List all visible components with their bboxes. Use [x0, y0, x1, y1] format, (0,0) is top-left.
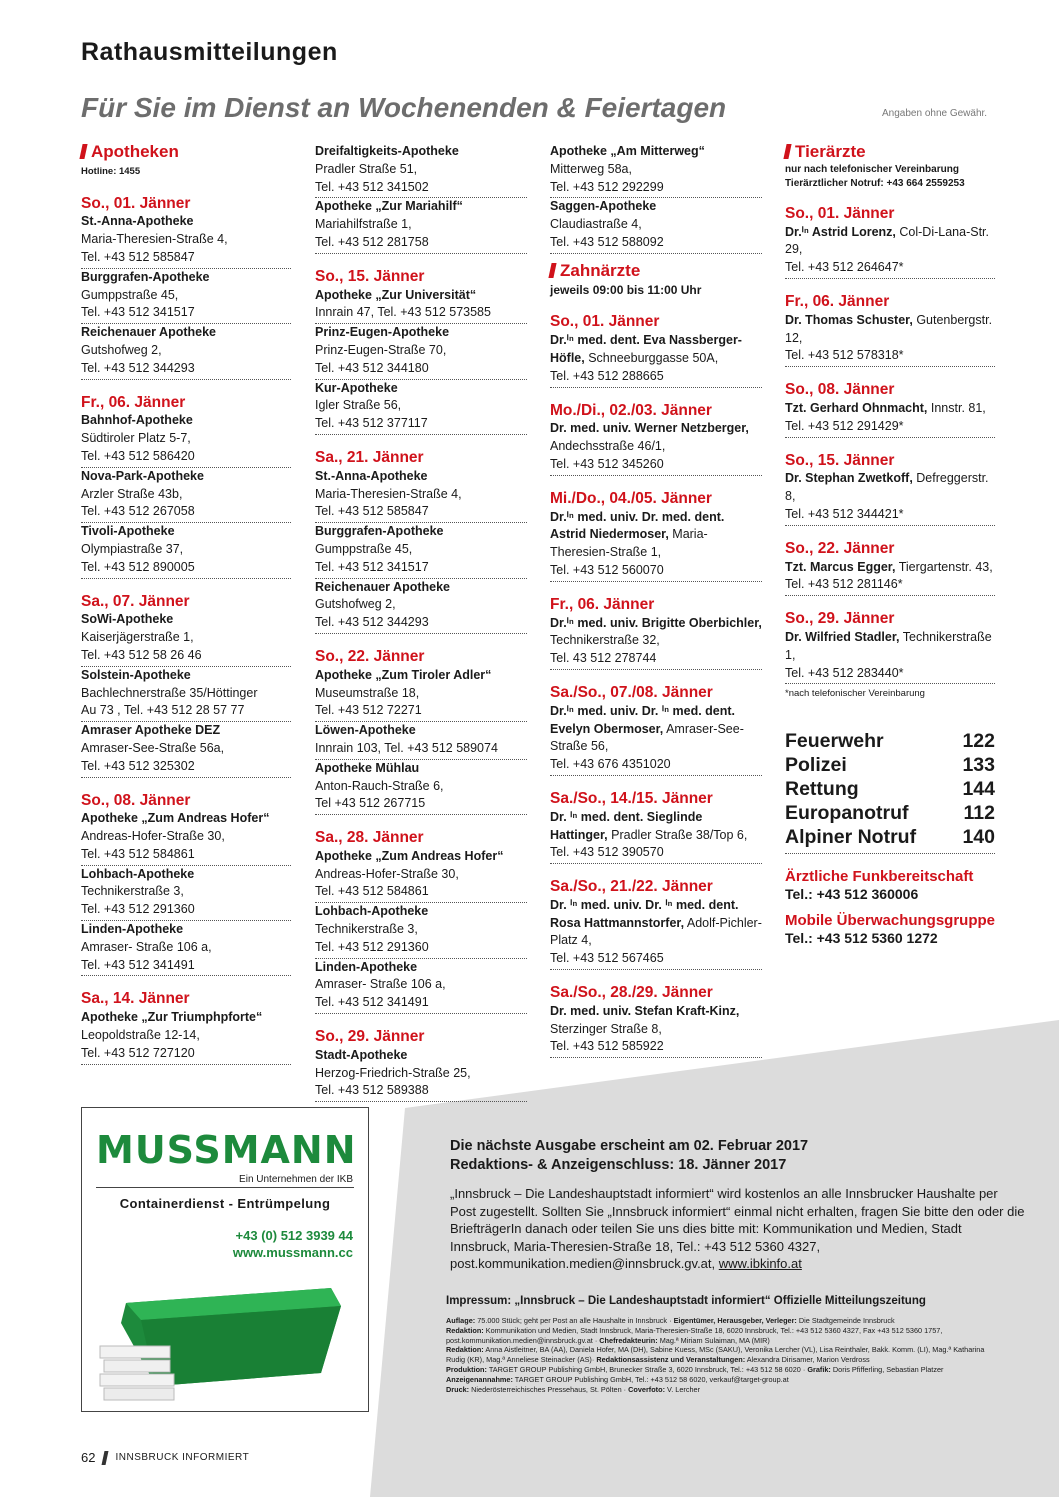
next-issue-info: [450, 1137, 1025, 1273]
doctor-tel: Tel. +43 512 390570: [550, 845, 664, 860]
doctor-entry: [785, 629, 995, 684]
doctor-address: Amraser-See-Straße 56,: [550, 721, 744, 754]
pharmacy-address: Olympiastraße 37,: [81, 541, 184, 556]
impressum: [446, 1294, 998, 1394]
mussmann-advertisement[interactable]: [81, 1107, 369, 1412]
pharmacy-tel: Tel. +43 512 377117: [315, 416, 428, 431]
doctor-address: Technikerstraße 1,: [785, 629, 992, 662]
next-issue-date: Die nächste Ausgabe erscheint am 02. Februar 2017: [450, 1138, 809, 1154]
pharmacy-entry: [315, 722, 527, 760]
date-heading: So., 01. Jänner: [785, 204, 895, 222]
pharmacy-entry: [81, 213, 291, 268]
emergency-row: Alpiner Notruf 140: [785, 826, 995, 849]
pharmacy-tel: Tel. +43 512 58 26 46: [81, 647, 202, 662]
service-tel: Tel.: +43 512 360006: [785, 885, 919, 902]
impressum-label: Druck:: [446, 1384, 470, 1394]
pharmacy-tel: Tel. +43 512 344293: [81, 360, 195, 375]
pharmacy-column-1: [81, 143, 291, 1065]
doctor-address: Technikerstraße 32,: [550, 633, 660, 648]
page-subtitle: Für Sie im Dienst an Wochenenden & Feiertagen: [81, 92, 727, 123]
date-heading: So., 08. Jänner: [81, 791, 191, 809]
date-heading: Fr., 06. Jänner: [81, 393, 186, 411]
pharmacy-address: Prinz-Eugen-Straße 70,: [315, 342, 447, 357]
section-mark-icon: [548, 263, 556, 278]
doctor-tel: Tel. +43 512 281146*: [785, 577, 903, 592]
pharmacy-tel: Tel. +43 512 727120: [81, 1045, 195, 1060]
pharmacy-address: Pradler Straße 51,: [315, 161, 418, 176]
pharmacy-name: Kur-Apotheke: [315, 380, 398, 395]
pharmacy-name: Bahnhof-Apotheke: [81, 413, 193, 428]
doctor-entry: [785, 312, 995, 367]
pharmacy-name: Tivoli-Apotheke: [81, 524, 175, 539]
pharmacy-name: Linden-Apotheke: [315, 959, 418, 974]
impressum-text: TARGET GROUP Publishing GmbH, Tel.: +43 512 58 6020, verkauf@target-group.at: [512, 1374, 789, 1384]
pharmacy-entry: [81, 866, 291, 921]
pharmacy-address: Maria-Theresien-Straße 4,: [81, 232, 228, 247]
pharmacy-tel: Tel. +43 512 341502: [315, 179, 429, 194]
pharmacy-tel: Tel. +43 512 291360: [81, 902, 195, 917]
pharmacy-entry: [81, 667, 291, 722]
pharmacy-address: Kaiserjägerstraße 1,: [81, 630, 194, 645]
date-heading: So., 22. Jänner: [315, 647, 425, 665]
mussmann-logo: MUSSMANN: [96, 1128, 357, 1172]
pharmacy-entry: [550, 198, 762, 253]
disclaimer: Angaben ohne Gewähr.: [882, 108, 988, 119]
doctor-tel: Tel. +43 512 560070: [550, 562, 664, 577]
doctor-name: Dr. ⁱⁿ med. univ. Dr. ⁱⁿ med. dent. Rosa Hattmannstorfer,: [550, 897, 739, 930]
pharmacy-tel: Tel. +43 512 344293: [315, 615, 429, 630]
service-title: Ärztliche Funkbereitschaft: [785, 868, 974, 886]
pharmacy-address: Technikerstraße 3,: [315, 922, 418, 937]
pharmacy-address: Gumppstraße 45,: [81, 287, 179, 302]
doctor-tel: Tel. 43 512 278744: [550, 651, 657, 666]
pharmacy-entry: [81, 412, 291, 467]
page-title: Rathausmitteilungen: [81, 38, 338, 66]
pharmacy-name: Apotheke „Zum Tiroler Adler“: [315, 667, 492, 682]
pharmacy-address: Mariahilfstraße 1,: [315, 217, 412, 232]
pharmacy-tel: Tel. +43 512 341491: [315, 995, 429, 1010]
pharmacy-entry: [315, 198, 527, 253]
doctor-name: Dr.ⁱⁿ med. univ. Dr. ⁱⁿ med. dent. Evelyn Obermoser,: [550, 703, 736, 736]
pharmacy-address: Gutshofweg 2,: [81, 342, 162, 357]
doctor-entry: [550, 509, 762, 582]
impressum-line: [446, 1345, 998, 1365]
pharmacy-entry: [315, 760, 527, 815]
doctor-name: Tzt. Marcus Egger,: [785, 559, 896, 574]
pharmacy-column-2: [315, 143, 527, 1102]
impressum-text: Mag.ª Miriam Sulaiman, MA (MIR): [657, 1335, 770, 1345]
pharmacy-tel: Tel. +43 512 589388: [315, 1083, 429, 1098]
pharmacy-entry: [315, 667, 527, 722]
doctor-name: Dr. Stephan Zwetkoff,: [785, 471, 913, 486]
impressum-line: [446, 1385, 998, 1395]
doctor-entry: [785, 400, 995, 438]
col2-days: [315, 268, 527, 1102]
section-mark-icon: [783, 144, 791, 159]
pharmacy-name: Apotheke „Zum Andreas Hofer“: [81, 811, 270, 826]
pharmacy-address: Leopoldstraße 12-14,: [81, 1028, 200, 1043]
pharmacy-entry: [81, 324, 291, 379]
pharmacy-name: St.-Anna-Apotheke: [315, 468, 428, 483]
doctor-address: Sterzinger Straße 8,: [550, 1021, 662, 1036]
pharmacy-entry: [81, 611, 291, 666]
doctor-tel: Tel. +43 512 345260: [550, 456, 664, 471]
doctor-address: Pradler Straße 38/Top 6,: [611, 827, 748, 842]
emergency-numbers: [785, 729, 995, 854]
pharmacy-address: Maria-Theresien-Straße 4,: [315, 486, 462, 501]
pharmacy-address: Gumppstraße 45,: [315, 541, 413, 556]
column-3: [550, 143, 762, 1058]
pharmacy-name: Burggrafen-Apotheke: [81, 269, 210, 284]
pharmacy-entry: [315, 324, 527, 379]
doctor-tel: Tel. +43 512 344421*: [785, 506, 904, 521]
info-body: „Innsbruck – Die Landeshauptstadt informiert“ wird kostenlos an alle Innsbrucker Haushalte per Post zugestellt. Sollten Sie „Innsbruck informiert“ einmal nicht erhalten, fragen Sie bitte den oder die BriefträgerIn danach oder teilen Sie uns dies bitte mit: Kommunikation und Medien, Stadt Innsbruck, Maria-Theresien-Straße 18, Tel.: +43 512 5360 4327, post.kommunikation.medien@innsbruck.gv.at, www.ibkinfo.at: [450, 1186, 1025, 1271]
impressum-label: Auflage:: [446, 1316, 476, 1325]
date-heading: So., 15. Jänner: [315, 267, 425, 285]
emergency-row: Europanotruf 112: [785, 802, 995, 825]
vets-subline-2: Tierärztlicher Notruf: +43 664 2559253: [785, 177, 965, 189]
pharmacy-entry: [315, 903, 527, 958]
doctor-entry: [550, 897, 762, 970]
doctor-address: Col-Di-Lana-Str. 29,: [785, 224, 990, 257]
doctor-address: Gutenbergstr. 12,: [785, 312, 993, 345]
doctor-address: Defreggerstr. 8,: [785, 471, 989, 504]
pharmacy-tel: Tel. +43 512 267058: [81, 504, 195, 519]
column-4: [785, 143, 995, 947]
doctor-entry: [550, 615, 762, 670]
pharmacy-address: Mitterweg 58a,: [550, 161, 632, 176]
pharmacy-address: Igler Straße 56,: [315, 398, 402, 413]
ad-service: Containerdienst - Entrümpelung: [119, 1196, 331, 1211]
pharmacy-tel: Tel. +43 512 325302: [81, 758, 195, 773]
date-heading: Mo./Di., 02./03. Jänner: [550, 401, 712, 419]
doctor-address: Adolf-Pichler-Platz 4,: [550, 915, 762, 948]
pharmacy-entry: [81, 722, 291, 777]
doctor-entry: [785, 470, 995, 525]
doctor-name: Dr. Thomas Schuster,: [785, 312, 913, 327]
pharmacy-tel: Tel. +43 512 588092: [550, 234, 664, 249]
pharmacy-tel: Innrain 47, Tel. +43 512 573585: [315, 305, 491, 320]
doctor-entry: [785, 559, 995, 597]
page-footer: [81, 1450, 249, 1465]
doctor-tel: Tel. +43 512 585922: [550, 1039, 664, 1054]
footer-label: INNSBRUCK INFORMIERT: [115, 1452, 250, 1463]
pharmacy-name: Burggrafen-Apotheke: [315, 524, 444, 539]
impressum-label: Coverfoto:: [628, 1384, 665, 1394]
date-heading: So., 29. Jänner: [315, 1028, 425, 1046]
pharmacy-tel: Tel. +43 512 292299: [550, 179, 664, 194]
vets-subline-1: nur nach telefonischer Vereinbarung: [785, 163, 959, 175]
impressum-text: 75.000 Stück; geht per Post an alle Haushalte in Innsbruck ·: [475, 1316, 674, 1325]
doctor-tel: Tel. +43 512 567465: [550, 951, 664, 966]
page-number: 62: [81, 1450, 96, 1465]
pharmacy-entry: [81, 269, 291, 324]
pharmacy-address: Claudiastraße 4,: [550, 217, 642, 232]
doctor-name: Dr. ⁱⁿ med. dent. Sieglinde Hattinger,: [550, 809, 703, 842]
impressum-label: Chefredakteurin:: [599, 1335, 658, 1345]
pharmacy-address: Andreas-Hofer-Straße 30,: [315, 866, 459, 881]
pharmacy-hotline: Hotline: 1455: [81, 165, 141, 177]
pharmacy-tel: Tel. +43 512 586420: [81, 448, 195, 463]
pharmacy-tel: Tel. +43 512 344180: [315, 360, 429, 375]
impressum-line: [446, 1365, 998, 1375]
impressum-label: Anzeigenannahme:: [446, 1374, 513, 1384]
service-title: Mobile Überwachungsgruppe: [785, 911, 996, 929]
doctor-name: Dr. med. univ. Stefan Kraft-Kinz,: [550, 1003, 740, 1018]
impressum-line: [446, 1375, 998, 1385]
pharmacy-address: Herzog-Friedrich-Straße 25,: [315, 1065, 471, 1080]
doctor-tel: Tel. +43 512 264647*: [785, 260, 904, 275]
doctor-name: Dr.ⁱⁿ Astrid Lorenz,: [785, 224, 896, 239]
vet-days: [785, 205, 995, 685]
pharmacy-address: Andreas-Hofer-Straße 30,: [81, 829, 225, 844]
pharmacy-name: Linden-Apotheke: [81, 922, 184, 937]
pharmacy-entry: [315, 468, 527, 523]
footer-mark-icon: [102, 1451, 109, 1465]
date-heading: So., 15. Jänner: [785, 451, 895, 469]
pharmacy-tel: Tel. +43 512 890005: [81, 559, 195, 574]
doctor-entry: [550, 703, 762, 776]
doctor-name: Dr. Wilfried Stadler,: [785, 629, 900, 644]
pharmacy-name: St.-Anna-Apotheke: [81, 214, 194, 229]
ad-phone: +43 (0) 512 3939 44: [235, 1228, 353, 1243]
date-heading: So., 22. Jänner: [785, 539, 895, 557]
date-heading: Sa./So., 28./29. Jänner: [550, 984, 713, 1002]
impressum-text: V. Lercher: [665, 1384, 701, 1394]
pharmacy-entry: [315, 380, 527, 435]
pharmacy-name: Apotheke „Zur Mariahilf“: [315, 199, 463, 214]
date-heading: So., 29. Jänner: [785, 610, 895, 628]
pharmacy-tel: Tel. +43 512 341517: [315, 559, 429, 574]
pharmacy-tel: Tel. +43 512 341491: [81, 957, 195, 972]
pharmacy-address: Amraser- Straße 106 a,: [81, 939, 212, 954]
date-heading: Sa., 21. Jänner: [315, 448, 424, 466]
pharmacy-address: Amraser- Straße 106 a,: [315, 977, 446, 992]
pharmacy-entry: [315, 523, 527, 578]
pharmacy-tel: Au 73 , Tel. +43 512 28 57 77: [81, 703, 245, 718]
date-heading: Sa., 14. Jänner: [81, 990, 190, 1008]
pharmacy-entry: [315, 579, 527, 634]
pharmacy-address: Gutshofweg 2,: [315, 597, 396, 612]
ad-tagline: Ein Unternehmen der IKB: [239, 1174, 353, 1185]
date-heading: So., 01. Jänner: [81, 194, 191, 212]
date-heading: So., 08. Jänner: [785, 381, 895, 399]
pharmacy-entry: [81, 810, 291, 865]
impressum-text: Die Stadtgemeinde Innsbruck: [796, 1316, 895, 1325]
doctor-entry: [550, 1003, 762, 1058]
container-skip-icon: [96, 1268, 356, 1403]
pharmacy-name: Apotheke „Zur Triumphpforte“: [81, 1010, 263, 1025]
date-heading: So., 01. Jänner: [550, 313, 660, 331]
impressum-label: Redaktionsassistenz und Veranstaltungen:: [596, 1355, 746, 1365]
pharmacy-tel: Tel. +43 512 585847: [81, 249, 195, 264]
pharmacy-address: Amraser-See-Straße 56a,: [81, 740, 225, 755]
emergency-row: Polizei 133: [785, 754, 995, 777]
pharmacy-entry: [81, 1009, 291, 1064]
doctor-address: Tiergartenstr. 43,: [898, 559, 993, 574]
dentists-hours: jeweils 09:00 bis 11:00 Uhr: [550, 282, 702, 297]
pharmacies-heading: Apotheken: [81, 143, 291, 161]
doctor-name: Dr.ⁱⁿ med. dent. Eva Nassberger-Höfle,: [550, 333, 742, 365]
date-heading: Fr., 06. Jänner: [550, 595, 655, 613]
pharmacy-address: Bachlechnerstraße 35/Höttinger: [81, 685, 258, 700]
pharmacy-name: Prinz-Eugen-Apotheke: [315, 325, 450, 340]
ad-divider: [96, 1187, 354, 1188]
date-heading: Sa., 28. Jänner: [315, 829, 424, 847]
date-heading: Fr., 06. Jänner: [785, 292, 890, 310]
pharmacy-name: Löwen-Apotheke: [315, 723, 416, 738]
pharmacy-entry: [315, 848, 527, 903]
impressum-text: Anna Aistleitner, BA (AA), Daniela Hofer, MA (DH), Sabine Kuess, MSc (SAKU), Veronika Lercher (VL), Lisa Reinthaler, Bakk. Komm. (LI), Mag.ª Katharina Rudig (KR), Mag.ª Anneliese Steinacker (AS)·: [446, 1345, 985, 1365]
doctor-tel: Tel. +43 676 4351020: [550, 757, 671, 772]
doctor-tel: Tel. +43 512 578318*: [785, 348, 904, 363]
dentist-days: [550, 313, 762, 1058]
pharmacy-entry: [315, 959, 527, 1014]
date-heading: Sa., 07. Jänner: [81, 592, 190, 610]
pharmacy-address: Arzler Straße 43b,: [81, 486, 183, 501]
impressum-text: TARGET GROUP Publishing GmbH, Brunecker Straße 3, 6020 Innsbruck, Tel.: +43 512 58 6020 ·: [486, 1364, 808, 1374]
pharmacy-name: Apotheke Mühlau: [315, 760, 420, 775]
pharmacy-name: Nova-Park-Apotheke: [81, 468, 204, 483]
pharmacy-name: Reichenauer Apotheke: [81, 325, 216, 340]
pharmacy-name: Amraser Apotheke DEZ: [81, 723, 221, 738]
pharmacy-name: Apotheke „Am Mitterweg“: [550, 144, 705, 158]
pharmacy-name: Reichenauer Apotheke: [315, 579, 450, 594]
ad-website-link[interactable]: www.mussmann.cc: [232, 1245, 353, 1260]
impressum-line: [446, 1316, 998, 1326]
ibkinfo-link[interactable]: www.ibkinfo.at: [718, 1256, 802, 1271]
impressum-text: Alexandra Dirisamer, Marion Verdross: [745, 1355, 870, 1365]
col3-top-entries: [550, 143, 762, 254]
pharmacy-address: Technikerstraße 3,: [81, 884, 184, 899]
date-heading: Sa./So., 07./08. Jänner: [550, 683, 713, 701]
pharmacy-tel: Tel +43 512 267715: [315, 796, 426, 811]
doctor-entry: [785, 224, 995, 279]
pharmacy-tel: Tel. +43 512 584861: [315, 884, 429, 899]
vets-heading: Tierärzte: [785, 143, 995, 161]
pharmacy-name: Lohbach-Apotheke: [315, 904, 429, 919]
doctor-tel: Tel. +43 512 291429*: [785, 418, 904, 433]
impressum-title: Impressum: „Innsbruck – Die Landeshauptstadt informiert“ Offizielle Mitteilungszeitung: [446, 1295, 926, 1307]
pharmacy-entry: [550, 143, 762, 198]
impressum-label: Redaktion:: [446, 1345, 484, 1355]
doctor-name: Dr.ⁱⁿ med. univ. Dr. med. dent. Astrid Niedermoser,: [550, 509, 725, 542]
doctor-tel: Tel. +43 512 283440*: [785, 665, 904, 680]
col1-days: [81, 195, 291, 1065]
pharmacy-tel: Tel. +43 512 584861: [81, 846, 195, 861]
date-heading: Sa./So., 14./15. Jänner: [550, 789, 713, 807]
pharmacy-name: Apotheke „Zum Andreas Hofer“: [315, 848, 504, 863]
pharmacy-entry: [81, 921, 291, 976]
pharmacy-entry: [81, 468, 291, 523]
date-heading: Sa./So., 21./22. Jänner: [550, 878, 713, 896]
col2-top-entries: [315, 143, 527, 254]
doctor-name: Dr.ⁱⁿ med. univ. Brigitte Oberbichler,: [550, 615, 762, 630]
pharmacy-name: Lohbach-Apotheke: [81, 866, 195, 881]
pharmacy-name: Apotheke „Zur Universität“: [315, 287, 477, 302]
doctor-address: Andechsstraße 46/1,: [550, 439, 666, 454]
impressum-label: Grafik:: [807, 1364, 831, 1374]
pharmacy-entry: [315, 143, 527, 198]
impressum-lines: [446, 1316, 998, 1394]
impressum-text: Kommunikation und Medien, Stadt Innsbruck, Maria-Theresien-Straße 18, 6020 Innsbruck, Tel.: +43 512 5360 4327, Fax +43 512 5360 1757, post.kommunikation.medien@innsbruck.gv.at ·: [446, 1325, 943, 1345]
emergency-row: Rettung 144: [785, 778, 995, 801]
doctor-entry: [550, 809, 762, 864]
vets-note: *nach telefonischer Vereinbarung: [785, 688, 925, 700]
pharmacy-name: Stadt-Apotheke: [315, 1047, 408, 1062]
pharmacy-address: Südtiroler Platz 5-7,: [81, 431, 191, 446]
pharmacy-entry: [81, 523, 291, 578]
doctor-address: Schneeburggasse 50A,: [588, 350, 719, 365]
doctor-address: Innstr. 81,: [930, 400, 986, 415]
doctor-entry: [550, 332, 762, 387]
pharmacy-entry: [315, 1047, 527, 1102]
pharmacy-name: Saggen-Apotheke: [550, 199, 657, 214]
section-mark-icon: [79, 144, 87, 159]
dentists-heading: Zahnärzte: [550, 262, 762, 280]
doctor-tel: Tel. +43 512 288665: [550, 368, 664, 383]
impressum-label: Redaktion:: [446, 1325, 484, 1335]
pharmacy-tel: Tel. +43 512 281758: [315, 234, 429, 249]
pharmacy-entry: [315, 287, 527, 325]
pharmacy-tel: Tel. +43 512 341517: [81, 305, 195, 320]
deadline: Redaktions- & Anzeigenschluss: 18. Jänner 2017: [450, 1157, 787, 1173]
impressum-text: Doris Pfifferling, Sebastian Platzer: [830, 1364, 944, 1374]
doctor-entry: [550, 420, 762, 475]
impressum-line: [446, 1326, 998, 1346]
pharmacy-address: Museumstraße 18,: [315, 685, 420, 700]
impressum-label: Eigentümer, Herausgeber, Verleger:: [673, 1316, 797, 1325]
emergency-row: Feuerwehr 122: [785, 730, 995, 753]
doctor-address: Maria-Theresien-Straße 1,: [550, 527, 708, 560]
pharmacy-tel: Tel. +43 512 291360: [315, 939, 429, 954]
impressum-label: Produktion:: [446, 1364, 487, 1374]
pharmacy-name: Solstein-Apotheke: [81, 667, 191, 682]
doctor-name: Dr. med. univ. Werner Netzberger,: [550, 421, 749, 436]
service-tel: Tel.: +43 512 5360 1272: [785, 929, 938, 946]
pharmacy-name: SoWi-Apotheke: [81, 612, 174, 627]
date-heading: Mi./Do., 04./05. Jänner: [550, 489, 712, 507]
pharmacy-tel: Tel. +43 512 585847: [315, 504, 429, 519]
doctor-name: Tzt. Gerhard Ohnmacht,: [785, 400, 928, 415]
pharmacy-tel: Innrain 103, Tel. +43 512 589074: [315, 740, 498, 755]
pharmacy-tel: Tel. +43 512 72271: [315, 703, 422, 718]
pharmacy-address: Anton-Rauch-Straße 6,: [315, 778, 444, 793]
impressum-text: Niederösterreichisches Pressehaus, St. Pölten ·: [469, 1384, 629, 1394]
pharmacy-name: Dreifaltigkeits-Apotheke: [315, 144, 459, 158]
